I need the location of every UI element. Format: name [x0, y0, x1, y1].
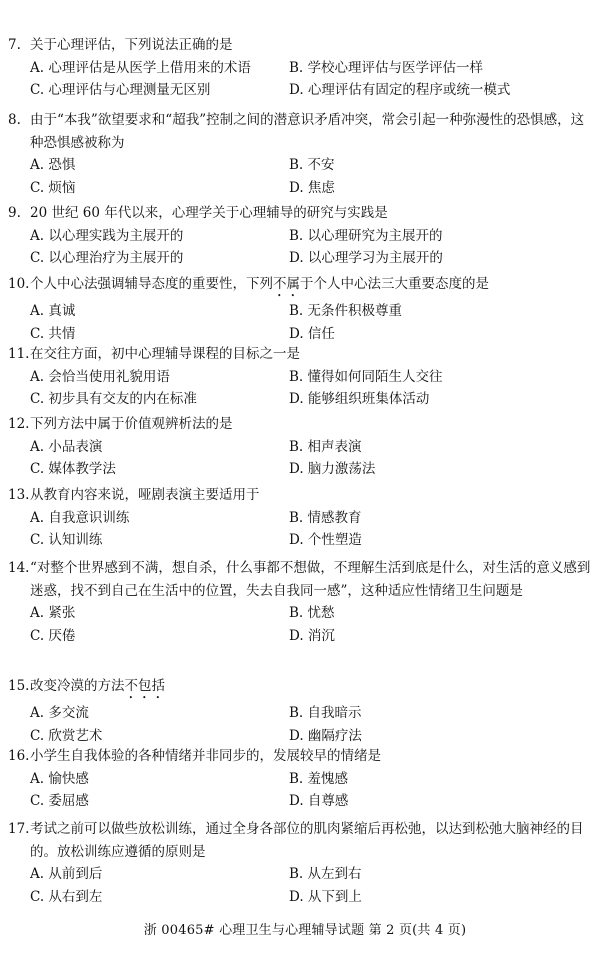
option-b: B. 从左到右 — [289, 866, 362, 882]
option-a: A. 多交流 — [30, 705, 89, 721]
question-stem: 考试之前可以做些放松训练，通过全身各部位的肌肉紧缩后再松弛，以达到松弛大脑神经的目的。放松训练应遵循的原则是 — [30, 821, 584, 860]
option-a: A. 小品表演 — [30, 438, 103, 455]
question-15 — [8, 675, 593, 747]
question-16 — [8, 745, 593, 813]
question-number: 9. — [8, 205, 21, 221]
question-number: 10. — [8, 276, 30, 292]
option-a: A. 紧张 — [30, 605, 76, 621]
option-b: B. 无条件积极尊重 — [289, 303, 403, 319]
question-stem — [30, 675, 593, 702]
question-13 — [8, 484, 593, 552]
option-c: C. 媒体教学法 — [30, 461, 116, 477]
option-c: C. 欣赏艺术 — [30, 727, 103, 744]
question-stem: 下列方法中属于价值观辨析法的是 — [30, 416, 233, 432]
option-a: A. 心理评估是从医学上借用来的术语 — [30, 59, 251, 76]
option-c: C. 认知训练 — [30, 532, 103, 548]
option-d: D. 消沉 — [289, 627, 335, 644]
question-number: 16. — [8, 748, 30, 764]
question-stem — [30, 273, 593, 300]
option-b: B. 相声表演 — [289, 438, 362, 455]
option-d: D. 心理评估有固定的程序或统一模式 — [289, 82, 511, 98]
option-c: C. 以心理治疗为主展开的 — [30, 250, 184, 266]
question-number: 11. — [8, 346, 30, 362]
option-d: D. 脑力激荡法 — [289, 461, 376, 477]
option-d: D. 个性塑造 — [289, 532, 362, 548]
option-b: B. 忧愁 — [289, 605, 335, 621]
option-a: A. 自我意识训练 — [30, 509, 130, 526]
question-12 — [8, 413, 593, 481]
stem-emphasis: 不属 — [273, 276, 300, 292]
option-c: C. 委屈感 — [30, 793, 89, 809]
question-number: 13. — [8, 487, 30, 503]
question-stem: 小学生自我体验的各种情绪并非同步的，发展较早的情绪是 — [30, 748, 381, 764]
stem-emphasis: 不包括 — [124, 678, 165, 694]
option-c: C. 心理评估与心理测量无区别 — [30, 82, 211, 98]
option-d: D. 自尊感 — [289, 793, 349, 809]
option-d: D. 能够组织班集体活动 — [289, 391, 430, 407]
question-number: 7. — [8, 37, 21, 53]
question-17 — [8, 818, 593, 908]
question-11 — [8, 343, 593, 411]
option-b: B. 羞愧感 — [289, 770, 349, 787]
question-10 — [8, 273, 593, 345]
question-8 — [8, 109, 593, 199]
option-b: B. 不安 — [289, 157, 335, 173]
option-a: A. 会恰当使用礼貌用语 — [30, 368, 170, 385]
option-a: A. 恐惧 — [30, 157, 76, 173]
stem-text-before: 改变冷漠的方法 — [30, 678, 125, 694]
question-stem: 在交往方面，初中心理辅导课程的目标之一是 — [30, 346, 300, 362]
option-d: D. 幽隔疗法 — [289, 727, 362, 744]
question-number: 12. — [8, 416, 30, 432]
question-9 — [8, 202, 593, 270]
option-c: C. 烦恼 — [30, 179, 76, 196]
question-stem: 20 世纪 60 年代以来，心理学关于心理辅导的研究与实践是 — [30, 205, 388, 221]
page-footer: 浙 00465# 心理卫生与心理辅导试题 第 2 页(共 4 页) — [143, 923, 467, 938]
stem-text-after: 于个人中心法三大重要态度的是 — [300, 276, 489, 292]
question-stem: 关于心理评估，下列说法正确的是 — [30, 37, 233, 53]
question-number: 15. — [8, 678, 30, 694]
option-d: D. 从下到上 — [289, 888, 362, 905]
question-number: 17. — [8, 821, 30, 837]
option-b: B. 学校心理评估与医学评估一样 — [289, 59, 484, 76]
question-stem: 由于“本我”欲望要求和“超我”控制之间的潜意识矛盾冲突，常会引起一种弥漫性的恐惧感，这种恐惧感被称为 — [30, 112, 585, 151]
option-a: A. 以心理实践为主展开的 — [30, 227, 184, 244]
question-number: 14. — [8, 560, 30, 576]
option-d: D. 信任 — [289, 325, 335, 342]
question-stem: “对整个世界感到不满，想自杀，什么事都不想做，不理解生活到底是什么，对生活的意义感到迷惑，找不到自己在生活中的位置，失去自我同一感”，这种适应性情绪卫生问题是 — [30, 560, 591, 599]
question-number: 8. — [8, 112, 21, 128]
option-d: D. 焦虑 — [289, 179, 335, 196]
option-b: B. 以心理研究为主展开的 — [289, 227, 443, 244]
option-c: C. 从右到左 — [30, 888, 103, 905]
option-c: C. 共情 — [30, 325, 76, 342]
option-a: A. 从前到后 — [30, 866, 103, 882]
option-c: C. 厌倦 — [30, 627, 76, 644]
option-c: C. 初步具有交友的内在标准 — [30, 391, 197, 407]
option-b: B. 自我暗示 — [289, 705, 362, 721]
question-stem: 从教育内容来说，哑剧表演主要适用于 — [30, 487, 260, 503]
option-a: A. 真诚 — [30, 303, 76, 319]
question-7 — [8, 34, 593, 102]
option-b: B. 懂得如何同陌生人交往 — [289, 368, 443, 385]
stem-text-before: 个人中心法强调辅导态度的重要性，下列 — [30, 276, 273, 292]
option-b: B. 情感教育 — [289, 509, 362, 526]
option-d: D. 以心理学习为主展开的 — [289, 250, 443, 266]
question-14 — [8, 557, 593, 647]
option-a: A. 愉快感 — [30, 770, 89, 787]
